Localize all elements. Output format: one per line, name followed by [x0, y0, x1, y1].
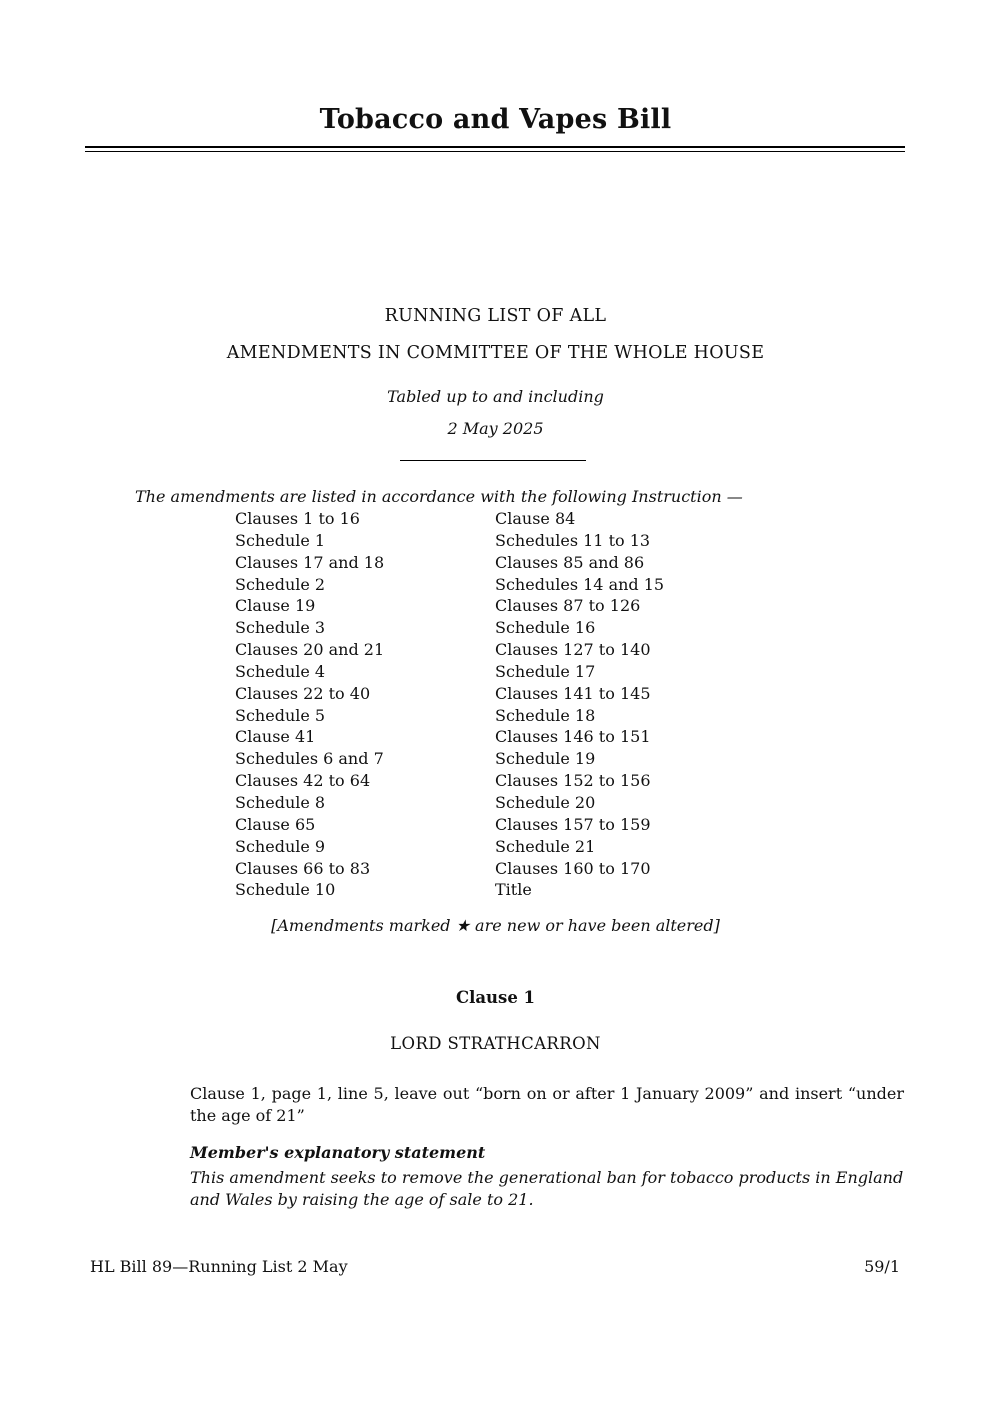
instruction-list-item: Clause 84: [495, 509, 576, 528]
footer-bill-reference: HL Bill 89—Running List 2 May: [90, 1257, 348, 1276]
document-title: Tobacco and Vapes Bill: [319, 104, 672, 135]
instruction-list-item: Clauses 87 to 126: [495, 596, 641, 616]
amendment-mover-name: LORD STRATHCARRON: [390, 1034, 601, 1053]
starred-amendments-note: [Amendments marked ★ are new or have been altered]: [271, 916, 720, 935]
instruction-list-item: Clauses 1 to 16: [235, 509, 360, 528]
instruction-list-item: Schedule 8: [235, 792, 326, 812]
tabled-date: 2 May 2025: [447, 419, 544, 438]
instruction-list-item: Clauses 141 to 145: [495, 683, 651, 703]
instruction-list-item: Schedule 4: [235, 661, 326, 681]
instruction-list-item: Clauses 22 to 40: [235, 683, 371, 703]
instruction-list-right-column: [495, 508, 664, 901]
instruction-list-item: Clause 41: [235, 727, 316, 747]
instruction-list-item: Clauses 17 and 18: [235, 552, 385, 572]
instruction-list-item: Schedule 18: [495, 705, 596, 725]
instruction-list-item: Clauses 160 to 170: [495, 858, 651, 878]
instruction-list-item: Schedule 17: [495, 661, 596, 681]
footer-page-number: 59/1: [864, 1257, 900, 1276]
explanatory-statement-text: This amendment seeks to remove the generational ban for tobacco products in England and Wales by raising the age of sale to 21.: [190, 1168, 904, 1210]
running-list-heading-line1: RUNNING LIST OF ALL: [384, 306, 607, 326]
instruction-list-item: Clauses 85 and 86: [495, 552, 645, 572]
section-divider-rule: [400, 460, 586, 461]
instruction-list-item: Clauses 146 to 151: [495, 727, 651, 747]
explanatory-statement-heading: Member's explanatory statement: [190, 1143, 486, 1162]
instruction-list-item: Clauses 152 to 156: [495, 771, 651, 791]
instruction-intro: The amendments are listed in accordance with the following Instruction —: [135, 487, 743, 506]
instruction-list-item: Schedule 2: [235, 574, 326, 594]
instruction-list-item: Schedules 6 and 7: [235, 749, 384, 769]
instruction-list-item: Schedule 9: [235, 836, 326, 856]
instruction-list-item: Clause 65: [235, 814, 316, 834]
instruction-list-item: Clause 19: [235, 596, 316, 616]
instruction-list-item: Clauses 66 to 83: [235, 858, 371, 878]
instruction-list-item: Schedule 16: [495, 618, 596, 638]
instruction-list-item: Schedule 10: [235, 880, 336, 900]
instruction-list-item: Schedules 14 and 15: [495, 574, 665, 594]
instruction-list-item: Clauses 127 to 140: [495, 640, 651, 660]
instruction-list-item: Schedule 19: [495, 749, 596, 769]
instruction-list-item: Schedule 3: [235, 618, 326, 638]
amendment-text: Clause 1, page 1, line 5, leave out “born on or after 1 January 2009” and insert “under the age of 21”: [190, 1084, 904, 1125]
instruction-list-left-column: [235, 508, 384, 901]
instruction-list-item: Schedule 20: [495, 792, 596, 812]
instruction-list-item: Schedule 1: [235, 530, 326, 550]
instruction-list-item: Schedule 21: [495, 836, 596, 856]
title-double-rule: [85, 146, 905, 152]
running-list-heading-line2: AMENDMENTS IN COMMITTEE OF THE WHOLE HOUSE: [226, 343, 765, 363]
instruction-list-item: Clauses 157 to 159: [495, 814, 651, 834]
instruction-list-item: Clauses 20 and 21: [235, 640, 385, 660]
clause-heading: Clause 1: [455, 988, 536, 1007]
instruction-list-item: Schedules 11 to 13: [495, 530, 651, 550]
tabled-up-to-label: Tabled up to and including: [387, 387, 604, 406]
instruction-list-item: Clauses 42 to 64: [235, 771, 371, 791]
instruction-list-item: Title: [495, 880, 532, 900]
instruction-list-item: Schedule 5: [235, 705, 326, 725]
